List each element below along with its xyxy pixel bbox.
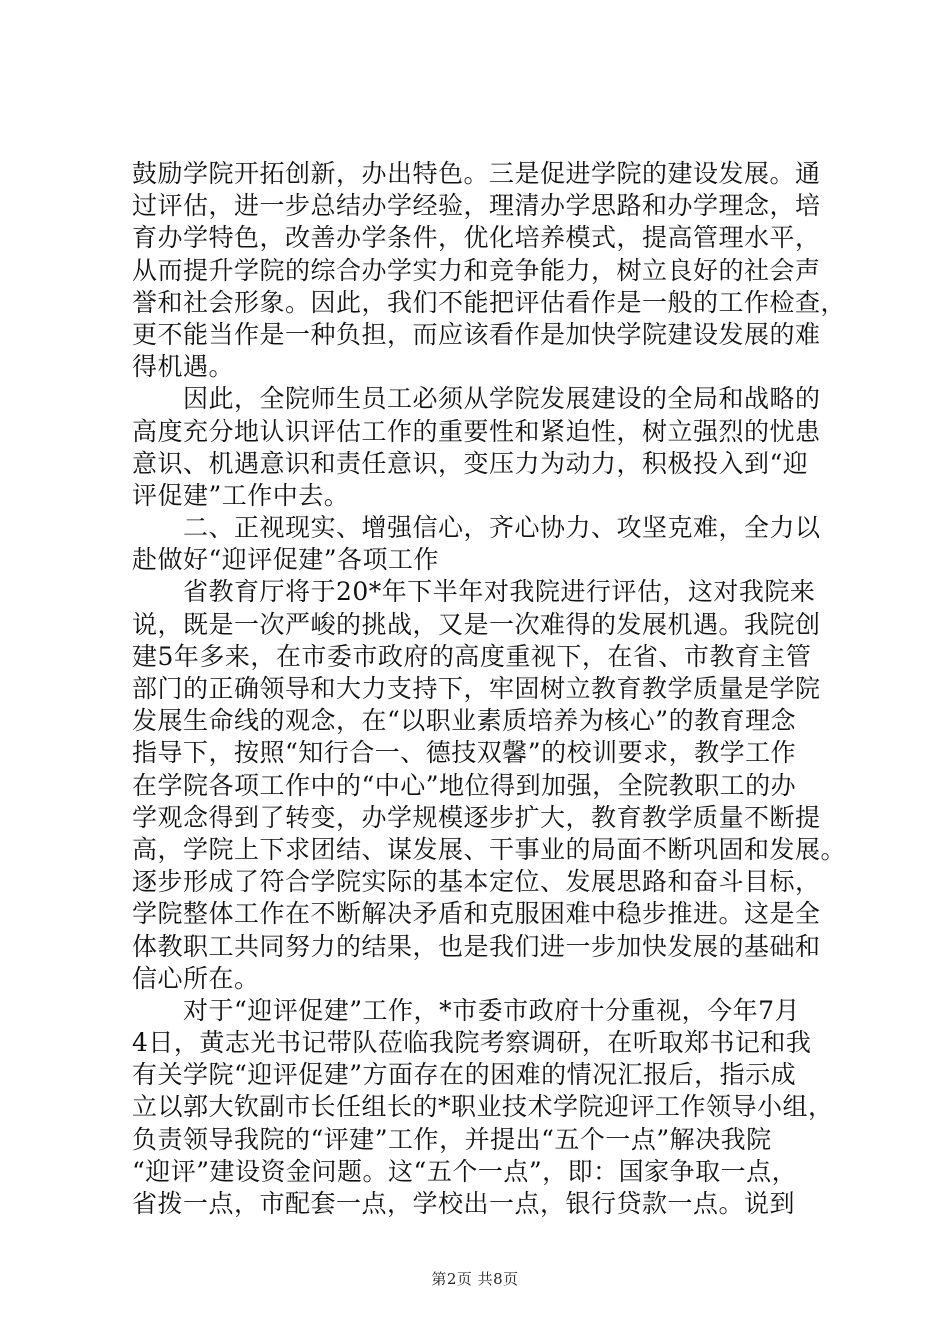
text-line: 二、正视现实、增强信心，齐心协力、攻坚克难，全力以: [132, 513, 821, 543]
text-line: 高，学院上下求团结、谋发展、干事业的局面不断巩固和发展。: [132, 834, 847, 864]
text-line: 过评估，进一步总结办学经验，理清办学思路和办学理念，培: [132, 191, 821, 221]
text-line: 更不能当作是一种负担，而应该看作是加快学院建设发展的难: [132, 319, 821, 349]
text-line: 对于“迎评促建”工作，*市委市政府十分重视，今年7月: [132, 995, 800, 1025]
text-line: 得机遇。: [132, 352, 235, 382]
text-line: 发展生命线的观念，在“以职业素质培养为核心”的教育理念: [132, 706, 797, 736]
text-line: 部门的正确领导和大力支持下，牢固树立教育教学质量是学院: [132, 674, 821, 703]
text-line: 建5年多来，在市委市政府的高度重视下，在省、市教育主管: [132, 641, 812, 671]
body-text: [132, 158, 847, 1220]
text-line: 指导下，按照“知行合一、德技双馨”的校训要求，教学工作: [132, 738, 797, 768]
text-line: 誉和社会形象。因此，我们不能把评估看作是一般的工作检查，: [132, 287, 847, 317]
text-line: 鼓励学院开拓创新，办出特色。三是促进学院的建设发展。通: [132, 159, 821, 188]
text-line: 省教育厅将于20*年下半年对我院进行评估，这对我院来: [132, 577, 816, 607]
text-line: 逐步形成了符合学院实际的基本定位、发展思路和奋斗目标，: [132, 867, 821, 897]
text-line: 高度充分地认识评估工作的重要性和紧迫性，树立强烈的忧患: [132, 416, 821, 446]
text-line: 意识、机遇意识和责任意识，变压力为动力，积极投入到“迎: [132, 448, 809, 478]
text-line: 在学院各项工作中的“中心”地位得到加强，全院教职工的办: [132, 770, 797, 800]
text-line: 4日，黄志光书记带队莅临我院考察调研，在听取郑书记和我: [132, 1028, 812, 1058]
text-line: 因此，全院师生员工必须从学院发展建设的全局和战略的: [132, 384, 821, 414]
text-line: 省拨一点，市配套一点，学校出一点，银行贷款一点。说到: [132, 1189, 796, 1218]
page-footer: 第2页 共8页: [431, 1270, 519, 1288]
text-line: 赴做好“迎评促建”各项工作: [132, 545, 440, 575]
text-line: 从而提升学院的综合办学实力和竞争能力，树立良好的社会声: [132, 255, 821, 285]
text-line: 学观念得到了转变，办学规模逐步扩大，教育教学质量不断提: [132, 802, 821, 832]
text-line: 有关学院“迎评促建”方面存在的困难的情况汇报后，指示成: [132, 1060, 797, 1090]
text-line: 说，既是一次严峻的挑战，又是一次难得的发展机遇。我院创: [132, 609, 821, 639]
text-line: “迎评”建设资金问题。这“五个一点”，即：国家争取一点，: [132, 1156, 798, 1186]
text-line: 体教职工共同努力的结果，也是我们进一步加快发展的基础和: [132, 931, 821, 961]
text-line: 负责领导我院的“评建”工作，并提出“五个一点”解决我院: [132, 1124, 772, 1154]
text-line: 评促建”工作中去。: [132, 480, 350, 510]
text-line: 学院整体工作在不断解决矛盾和克服困难中稳步推进。这是全: [132, 899, 821, 929]
text-line: 立以郭大钦副市长任组长的*职业技术学院迎评工作领导小组，: [132, 1092, 834, 1122]
text-line: 育办学特色，改善办学条件，优化培养模式，提高管理水平，: [132, 223, 821, 253]
text-line: 信心所在。: [132, 963, 260, 993]
